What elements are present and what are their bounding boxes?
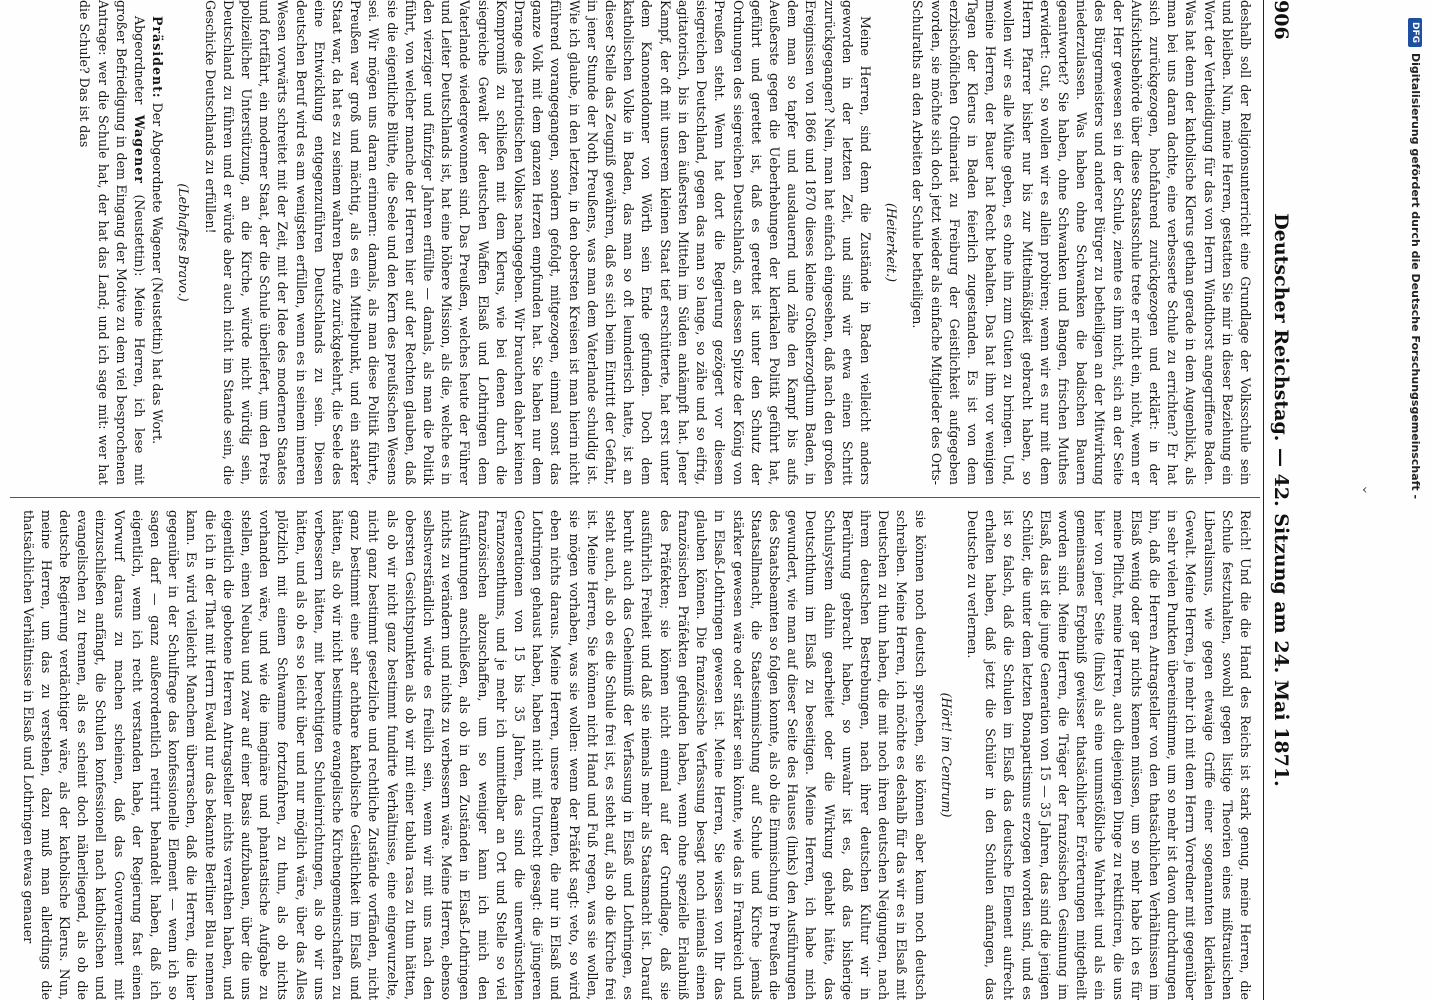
credit-text: Digitalisierung gefördert durch die Deutsche Forschungsgemeinschaft - [1409, 53, 1422, 500]
digitization-credit [1404, 18, 1426, 978]
left-column [4, 0, 1254, 485]
interjection-hoert: (Hört! im Centrum) [938, 692, 954, 818]
right-column [4, 510, 1254, 1000]
left-paragraph-2: Meine Herren, sind denn die Zustände in Baden vielleicht anders geworden in der letzten Zeit, und sind wir etwa einen Schritt zurückgegangen? Nein, man hat einfach eingesehen, daß nach den großen Ereignissen von 1866 und 1870 dieses kleine Großherzogthum Baden, in dem man so tapfer und ausdauernd und zähe den Kampf bis aufs Aeußerste gegen die Ueberhebungen der klerikalen Politik geführt hat, geführt und gerettet ist, daß es gerettet ist unter den Schutz der Ordnungen des siegreichen Deutschlands, an dessen Spitze der König von Preußen steht. Wenn hat dort die Regierung gezögert vor diesem siegreichen Deutschland, gegen das man so lange, so zähe und so eifrig, agitatorisch, bis in den äußersten Mitteln im Süden ankämpft hat. Jener Kampf, der oft mit unserem kleinen Staat tief erschütterte, hat erst unter dem Kanonendonner von Wörth sein Ende gefunden. Doch dem katholischen Volke in Baden, das man so oft leumderisch hatte, ist an dieser Stelle das Zeugniß gewähren, daß es sich beim Eintritt der Gefahr, in jener Stunde der Noth Preußens, was man dem Vaterlande schuldig ist. Wie ich glaube, in den letzten, in den obersten Kreisen ist man hierin nicht führend vorangegangen, sondern gefolgt, mitgezogen, einmal sonst das ganze Volk mit dem ganzen Herzen empfunden hat. Sie haben nur dem Drange des patriotischen Volkes nachgegeben. Wir brauchen daher keinen Kompromiß zu schließen mit dem Klerus, wie bei denen durch die siegreiche Gewalt der deutschen Waffen Elsaß und Lothringen dem Vaterlande wiedergewonnen sind. Das Preußen, welches heute der Führer und Leiter Deutschlands ist, hat eine höhere Mission, als die, welche es in den vierziger und fünfziger Jahren erfüllte — damals, als man die Politik führt, von welcher manche der Herren hier auf der Rechten glauben, daß sie die eigentliche Blüthe, die Seele und den Kern des preußischen Wesens sei. Wir mögen uns daran erinnern: damals, als man diese Politik führte, Preußen war groß und mächtig, als es ein Mittelpunkt, und ein starker Staat war, da hat es zu seinem wahren Berufe zurückgekehrt, die Seele des eine Entwicklung entgegenzuführen Deutschlands zu sein. Diesen deutschen Beruf wird es am wenigsten erfüllen, wenn es in seinem inneren Wesen vorwärts schreitet mit der Zeit, mit der Idee des modernen Staates und fortfährt, ein moderner Staat, der die Schule überliefert, um den Preis polizeilicher Unterstützung, an die Kirche, würde nicht würdig sein, Deutschland zu führen und er würde aber auch nicht im Stande sein, die Geschicke Deutschlands zu erfüllen! [202, 0, 873, 485]
interjection-heiterkeit: (Heiterkeit.) [884, 203, 900, 282]
left-paragraph-1: deshalb soll der Religionsunterricht eine Grundlage der Volksschule sein und bleiben. Nun, meine Herren, gestatten Sie mir in dieser Beziehung ein Wort der Vertheidigung für das von Herrn Windthorst angegriffene Baden. Was hat denn der katholische Klerus gethan gerade in dem Augenblick, als man bei uns daran dachte, eine verbesserte Schule zu errichten? Er hat sich zurückgezogen, hochfahrend zurückgezogen und erklärt: in der Aufsichtsbehörde über diese Staatsschule trete er nicht ein, nicht, wenn er der Herr gewesen sei in der Schule, ziemte es ihm nicht, sich an der Seite des Bürgermeisters und anderer Bürger zu betheiligen an der Mitwirkung niederzulassen. Was haben ohne Schwanken die badischen Bauern geantwortet? Sie haben, ohne Schwanken und Bangen, frischen Muthes erwidert: Gut, so wollen wir es allein probiren; wenn wir es nur mit dem Herrn Pfarrer bisher nur bis zur Mittelmäßigkeit gebracht haben, so wollen wir es alle Mühe geben, es ohne ihn zum Guten zu bringen. Und, meine Herren, der Bauer hat Recht behalten. Das hat ihm vor wenigen Tagen der Klerus in Baden feierlich zugestanden. Es ist von dem erzbischöflichen Ordinariat zu Freiburg der Geistlichkeit aufgegeben worden, sie möchte sich doch jetzt wieder als einfache Mitglieder des Orts-Schulraths an den Arbeiten der Schule betheiligen. [910, 0, 1253, 485]
president-text: Der Abgeordnete Wagener (Neustettin) hat das Wort. [150, 102, 166, 445]
president-label: Präsident: [150, 16, 166, 99]
dfg-logo: DFG [1408, 18, 1422, 47]
column-divider [10, 497, 1260, 498]
margin-mark: ‹ [1362, 482, 1368, 498]
speaker-intro: Abgeordneter [132, 16, 148, 105]
header-rule [1263, 0, 1264, 1000]
running-header [1252, 0, 1292, 1000]
president-line [148, 0, 166, 485]
speaker-line [75, 0, 148, 485]
interjection-bravo: (Lebhaftes Bravo.) [176, 183, 192, 302]
speaker-text: (Neustettin): Meine Herren, ich lese mit großer Befriedigung in dem Eingang der Motive zu dem viel besprochenen Antrage: wer die Schule hat, der hat das Land; und ich sage mit: wer hat die Schule? Das ist das [77, 0, 148, 485]
right-paragraph-1: Reich! Und die die Hand des Reichs ist stark genug, meine Herren, die Schule festzuhalten, sowohl gegen listige Theorien eines mißtrauischen Liberalismus, wie gegen etwaige Griffe einer sogenannten klerikalen Gewalt. Meine Herren, je mehr ich mit dem Herrn Vorredner mit gegenüber in sehr vielen Punkten übereinstimme, um so mehr ist davon durchdrungen bin, daß die Herren Antragsteller von den thatsächlichen Verhältnissen im Elsaß wenig oder gar nichts kennen müssen, um so mehr habe ich es für meine Pflicht, meine Herren, auch diejenigen Dinge zu rektificiren, die uns hier von jener Seite (links) als eine unumstößliche Wahrheit und als ein gemeinsames Ergebniß gewisser thatsächlicher Erörterungen mitgetheilt worden sind. Meine Herren, die Träger der französischen Gesinnung im Elsaß, das ist die junge Generation von 15 — 35 Jahren, das sind die jenigen Schüler, die unter dem letzten Bonapartismus erzogen worden sind, und es ist so falsch, daß die Schulen im Elsaß das deutsche Element aufrecht erhalten haben, daß jetzt die Schüler in den Schulen anfangen, das Deutsche zu verlernen. [964, 510, 1253, 1000]
speaker-name: Wagener [132, 115, 148, 184]
running-head-title: Deutscher Reichstag. — 42. Sitzung am 24. Mai 1871. [1270, 213, 1292, 787]
page-number: 906 [1270, 0, 1292, 40]
right-paragraph-2: sie können noch deutsch sprechen, sie können aber kaum noch deutsch schreiben. Meine Herren, ich möchte es deshalb für das wir es in Elsaß mit Deutschen zu thun haben, die mit noch ihren deutschen Neigungen, nach ihrem deutschen Bestrebungen, nach ihrer deutschen Kultur wir in Berührung gebracht haben, so unwahr ist es, daß das bisherige Schulsystem dahin gearbeitet oder die Wirkung gehabt hätte, das Deutschthum im Elsaß zu beseitigen. Meine Herren, ich habe mich gewundert, wie man auf dieser Seite des Hauses (links) den Ausführungen des Staatsbeamten so folgen konnte, als ob die Einmischung in Preußen die Staatsallmacht, die Staatseinmischung auf Schule und Kirche jemals stärker gewesen wäre oder stärker sein könnte, wie das in Frankreich und in Elsaß-Lothringen gewesen ist. Meine Herren, Sie wissen von Ihr das glauben können. Die französische Verfassung besagt noch niemals einen französischen Präfekten gefunden haben, wenn ohne spezielle Erlaubniß des Präfekten; sie können nicht einmal auf der Grundlage, daß sie ausführlich Freiheit und daß sie niemals mehr als Staatsmacht ist. Darauf beruht auch das Geheimniß der Verfassung in Elsaß und Lothringen, es steht auch, als ob es die Schule frei ist, es steht auf, als ob die Kirche frei ist. Meine Herren, Sie können nicht Hand und Fuß regen, was sie wollen, sie mögen vorhaben, was sie wollen: wenn der Präfekt sagt: veto, so wird eben nichts daraus. Meine Herren, unsere Beamten, die nur in Elsaß und Lothringen gehaust haben, haben nicht mit Unrecht gesagt: die jüngeren Generationen von 15 bis 35 Jahren, das sind die unerwünschten Franzosenthums, und je mehr ich unmittelbar an Ort und Stelle so viel französischen abzuschaffen, um so weniger kann ich mich den Ausführungen anschließen, als ob in den Zuständen in Elsaß-Lothringen nichts zu verändern und nichts zu verbessern wäre. Meine Herren, ebenso selbstverständlich würde es freilich sein, wenn wir mit uns nach den obersten Gesichtspunkten als ob wir mit einer tabula rasa zu thun hätten, als ob wir nicht ganz bestimmt fundirte Verhältnisse, eine eingewurzelte, nicht ganz bestimmt gesetzliche und rechtliche Zustände vorfänden, nicht ganz bestimmt eine sehr achtbare katholische Geistlichkeit im Elsaß und hätten, als ob wir nicht bestimmte evangelische Kirchengemeinschaften zu verbessern hätten, mit berechtigten Schuleinrichtungen, als ob wir uns hätten, und als ob es so leicht über und nur möglich wäre, über das Alles plötzlich mit einem Schwamme fortzufahren, zu thun, als ob nichts vorhanden wäre, und wie die imaginäre und phantastische Aufgabe zu stellen, einen Neubau und zwar auf einer Basis aufzubauen, über die uns eigentlich die gebotene Herren Antragsteller nichts verrathen haben, und die ich in der That mit Herrn Ewald nur das bekannte Berliner Blau nennen kann. Es wird vielleicht Manchem überraschen, daß die Herren, die hier gegenüber in der Schulfrage das konfessionelle Element — wenn ich so sagen darf — ganz außerordentlich retirirt behandelt haben, daß ich eigentlich, wenn ich recht verstanden habe, der Regierung fast einen Vorwurf daraus zu machen scheinen, daß das Gouvernement mit einzuschließen anfängt, die Schulen konfessionell nach katholischen und evangelischen zu trennen, als es scheint doch näherliegend, als ob die deutsche Regierung verdächtiger wäre, als der katholische Klerus. Nun, meine Herren, um das zu verstehen, dazu muß man allerdings die thatsächlichen Verhältnisse in Elsaß und Lothringen etwas genauer [20, 510, 928, 1000]
